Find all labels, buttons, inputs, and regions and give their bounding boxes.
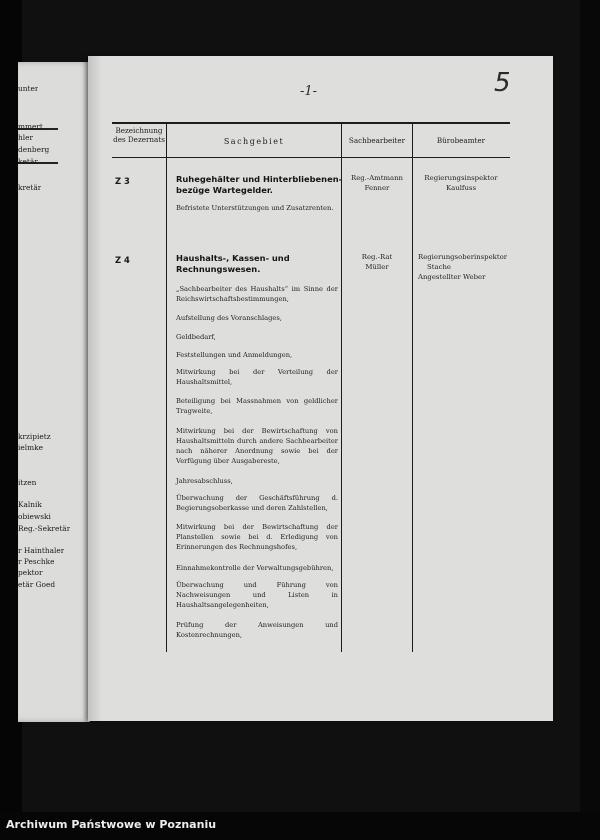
buerobeamter-cell	[418, 252, 510, 282]
header-dezernat: Bezeichnung des Dezernats	[113, 126, 165, 144]
previous-page-text: pektor	[18, 568, 43, 577]
previous-page-text: krzipietz	[18, 432, 51, 441]
page-fold-shadow	[88, 56, 102, 721]
section-entry: Feststellungen und Anmeldungen,	[176, 351, 293, 359]
previous-page-text: etär Goed	[18, 580, 56, 589]
buerobeamter-assistant: Angestellter Weber	[418, 273, 486, 281]
sachbearbeiter-cell	[343, 252, 411, 272]
table-top-rule	[112, 122, 510, 124]
sachbearbeiter-title: Reg.-Rat	[361, 253, 393, 261]
dezernat-code: Z 4	[115, 255, 130, 265]
section-entry: Jahresabschluss,	[176, 477, 233, 485]
buerobeamter-title: Regierungsoberinspektor	[418, 253, 508, 261]
table-header-rule	[112, 157, 510, 158]
header-sachgebiet: Sachgebiet	[223, 137, 285, 146]
previous-page-text: mmert	[18, 122, 43, 131]
buerobeamter-title: Regierungsinspektor	[424, 174, 498, 182]
header-buerobeamter: Bürobeamter	[436, 136, 486, 145]
section-entry: Aufstellung des Voranschlages,	[176, 314, 282, 322]
previous-page-text: itzen	[18, 478, 37, 487]
previous-page-text: kretär	[18, 183, 42, 192]
section-entry: Befristete Unterstützungen und Zusatzrenten.	[176, 204, 334, 212]
folio-number: 5	[494, 68, 511, 98]
sachbearbeiter-cell	[343, 173, 411, 193]
previous-page-edge	[18, 62, 90, 722]
section-entry: Geldbedarf,	[176, 333, 216, 341]
previous-page-text: r Peschke	[18, 557, 55, 566]
buerobeamter-name: Kaulfuss	[446, 184, 476, 192]
column-divider	[412, 122, 413, 652]
dezernat-code: Z 3	[115, 176, 130, 186]
page-number: -1-	[300, 84, 318, 99]
sachbearbeiter-name: Müller	[365, 263, 389, 271]
previous-page-text: Reg.-Sekretär	[18, 524, 71, 533]
previous-page-text: Kalnik	[18, 500, 42, 509]
previous-page-text: obiewski	[18, 512, 51, 521]
section-entry: Beteiligung bei Massnahmen von geldlicher Tragweite,	[176, 397, 338, 416]
section-entry: Mitwirkung bei der Bewirtschaftung von Haushaltsmitteln durch andere Sachbearbeiter nach näherer Anordnung sowie bei der Verfügung über Ausgabereste,	[176, 427, 338, 466]
previous-page-text: ielmke	[18, 443, 43, 452]
buerobeamter-name: Stache	[427, 263, 451, 271]
header-sachbearbeiter: Sachbearbeiter	[348, 136, 406, 145]
section-entry: Mitwirkung bei der Bewirtschaftung der Planstellen sowie bei d. Erledigung von Erinnerungen des Rechnungshofes,	[176, 523, 338, 552]
buerobeamter-cell	[413, 173, 509, 193]
section-entry: Überwachung der Geschäftsführung d. Begierungsoberkasse und deren Zahlstellen,	[176, 494, 338, 513]
previous-page-text: r Hainthaler	[18, 546, 65, 555]
previous-page-text: unter	[18, 84, 39, 93]
section-entry: „Sachbearbeiter des Haushalts“ im Sinne der Reichswirtschaftsbestimmungen,	[176, 285, 338, 304]
section-entry: Mitwirkung bei der Verteilung der Haushaltsmittel,	[176, 368, 338, 387]
film-border-right	[580, 0, 600, 840]
column-divider	[166, 122, 167, 652]
section-heading: Ruhegehälter und Hinterbliebenen-bezüge Wartegelder.	[176, 174, 343, 195]
previous-page-text: ketär	[18, 157, 38, 166]
column-divider	[341, 122, 342, 652]
archive-name: Archiwum Państwowe w Poznaniu	[6, 818, 217, 831]
section-heading: Haushalts-, Kassen- und Rechnungswesen.	[176, 253, 290, 274]
previous-page-text: hler	[18, 133, 34, 142]
section-entry: Prüfung der Anweisungen und Kostenrechnungen,	[176, 621, 338, 640]
section-entry: Überwachung und Führung von Nachweisungen und Listen in Haushaltsangelegenheiten,	[176, 581, 338, 610]
previous-page-text: denberg	[18, 145, 50, 154]
sachbearbeiter-name: Fenner	[364, 184, 390, 192]
section-entry: Einnahmekontrolle der Verwaltungsgebühren,	[176, 564, 334, 572]
sachbearbeiter-title: Reg.-Amtmann	[351, 174, 403, 182]
